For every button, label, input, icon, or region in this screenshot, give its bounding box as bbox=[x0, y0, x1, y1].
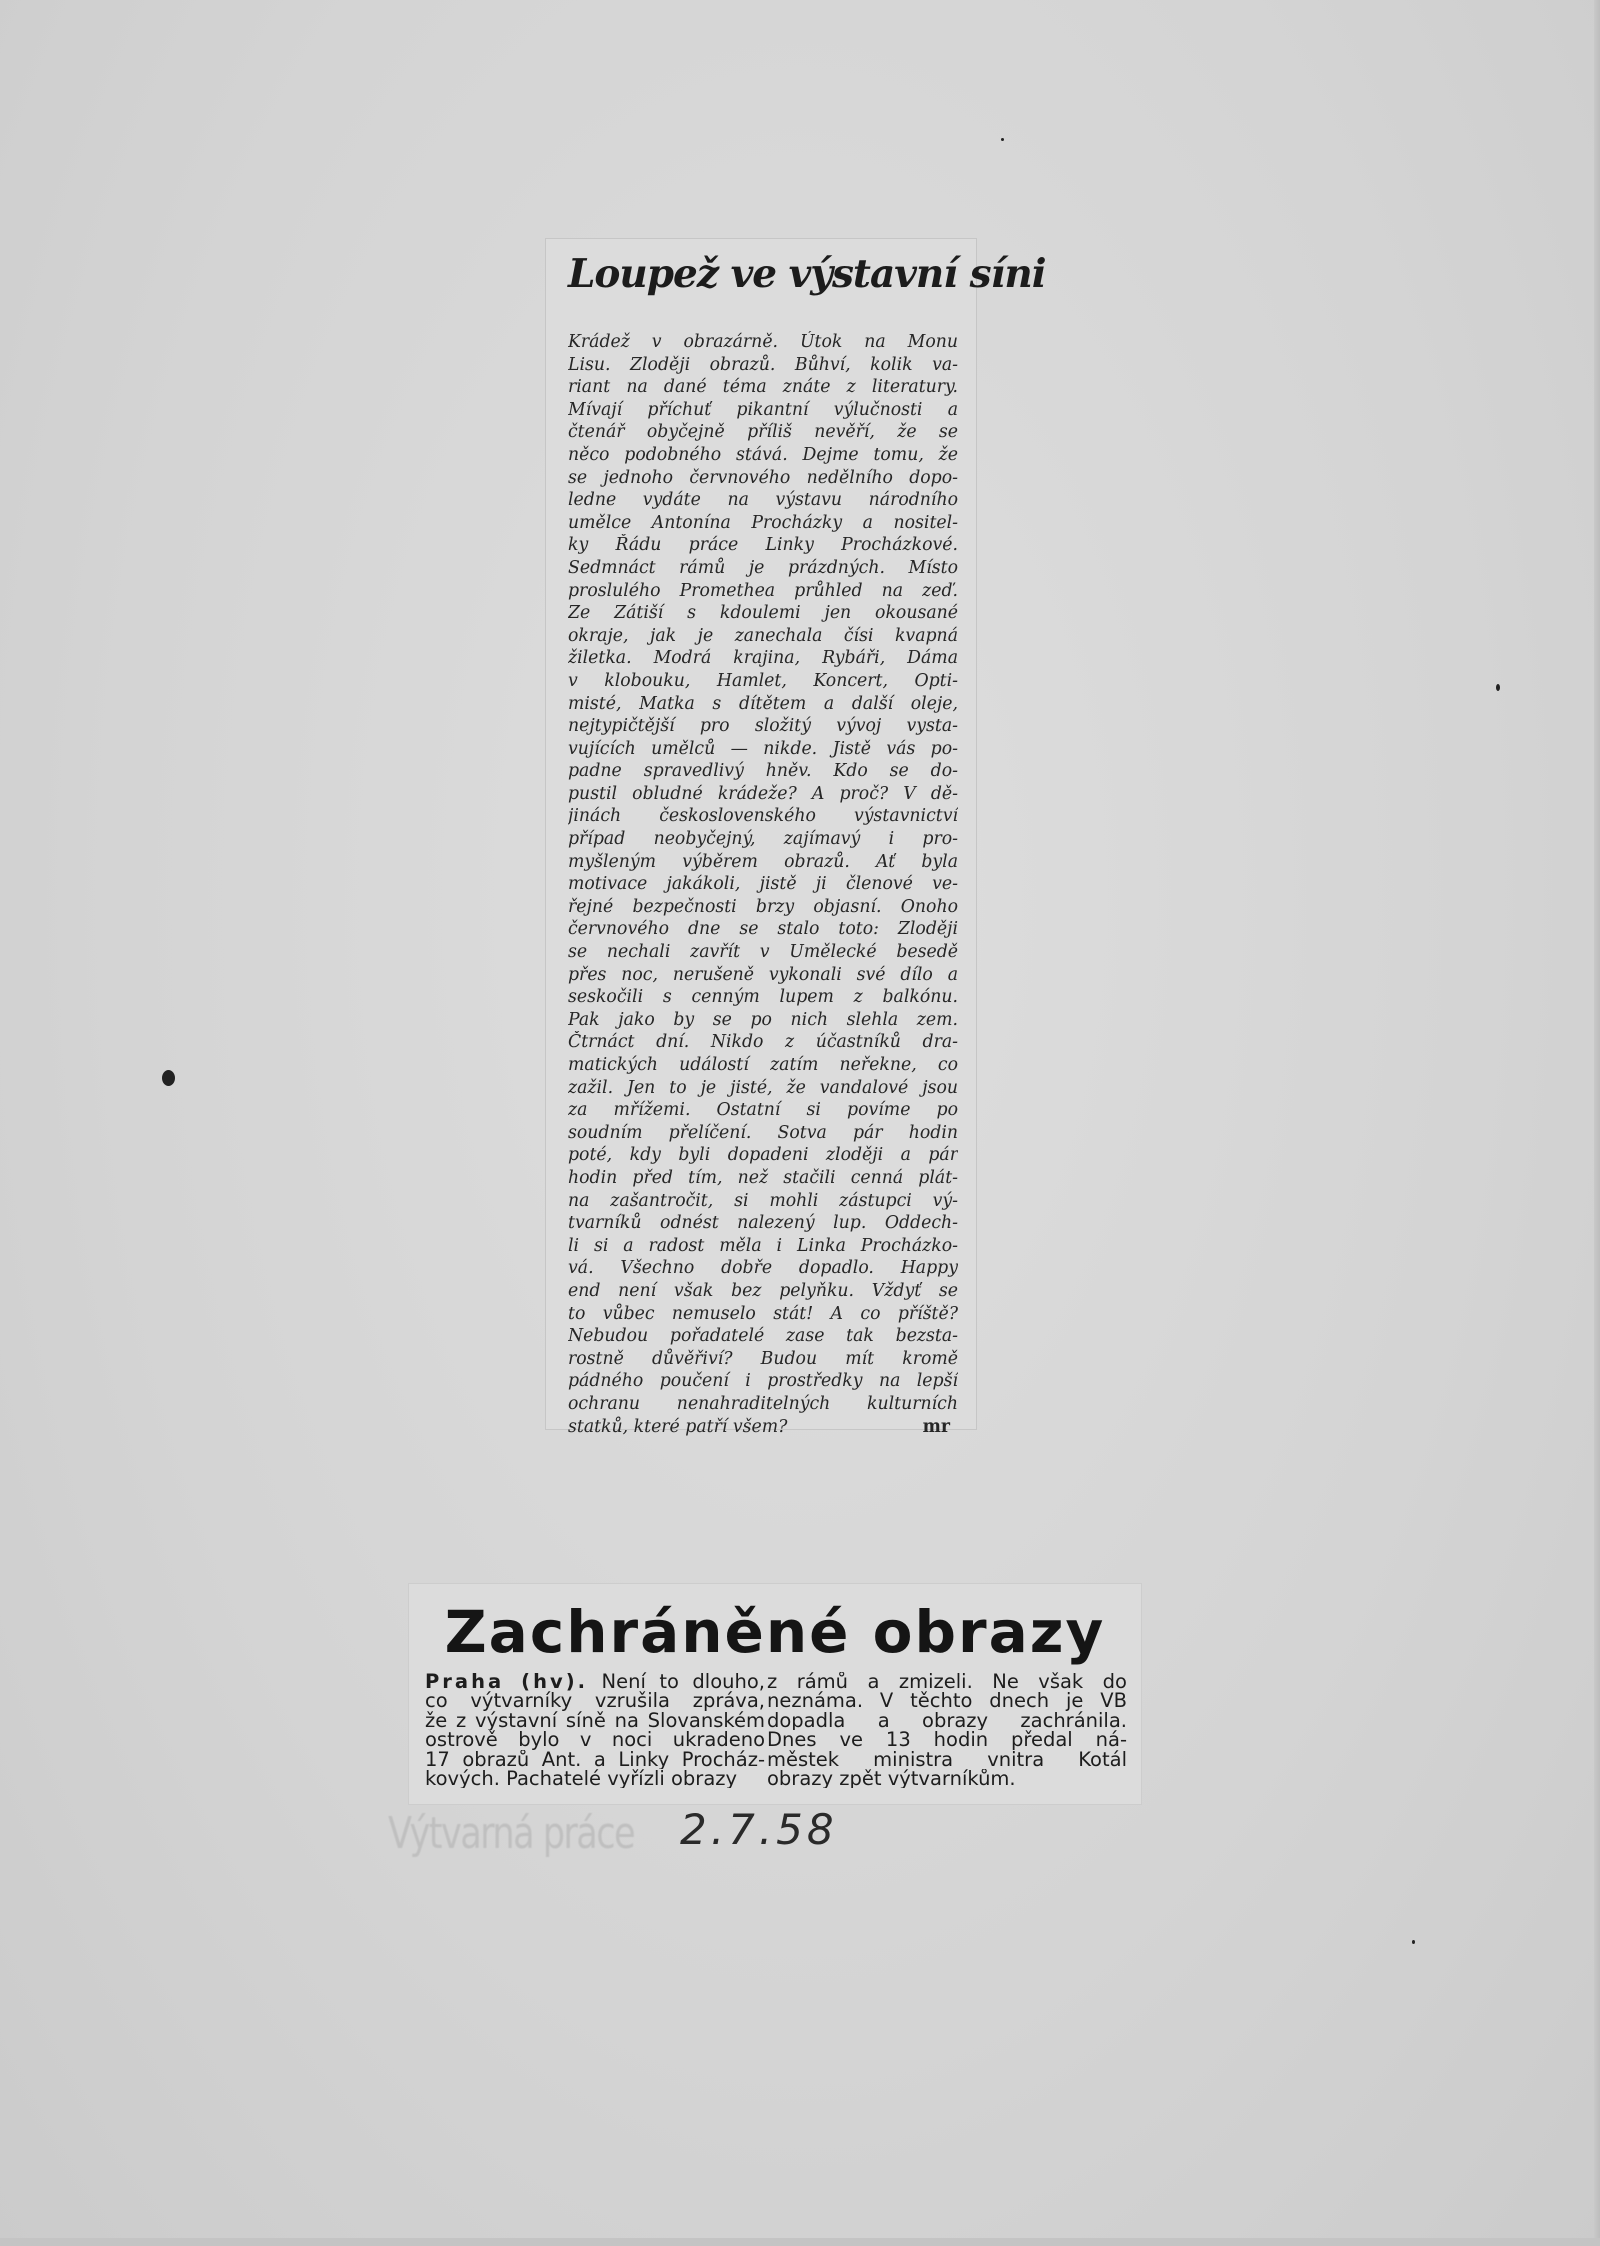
article2-columns bbox=[425, 1672, 1127, 1788]
article1-line: tvarníků odnést nalezený lup. Oddech- bbox=[568, 1213, 958, 1234]
article1-line: vá. Všechno dobře dopadlo. Happy bbox=[568, 1258, 958, 1279]
page-right-edge bbox=[1594, 0, 1600, 2246]
article1-line: se jednoho červnového nedělního dopo- bbox=[568, 467, 958, 488]
article1-line: Krádež v obrazárně. Útok na Monu bbox=[568, 332, 958, 352]
article1-last-line: statků, které patří všem? bbox=[568, 1416, 788, 1437]
article1-line: li si a radost měla i Linka Procházko- bbox=[568, 1235, 958, 1256]
page-bottom-edge bbox=[0, 2238, 1600, 2246]
article1-line: červnového dne se stalo toto: Zloději bbox=[568, 919, 958, 940]
article2-right-line: dopadla a obrazy zachránila. bbox=[767, 1710, 1127, 1731]
article1-title: Loupež ve výstavní síni bbox=[568, 251, 1046, 297]
ink-dot bbox=[1496, 684, 1500, 691]
article1-line: riant na dané téma znáte z literatury. bbox=[568, 377, 958, 398]
article1-line: myšleným výběrem obrazů. Ať byla bbox=[568, 851, 958, 872]
article1-line: seskočili s cenným lupem z balkónu. bbox=[568, 987, 958, 1008]
article2-first-line-rest: Není to dlouho, bbox=[588, 1672, 765, 1692]
article1-line: Mívají příchuť pikantní výlučnosti a bbox=[568, 399, 958, 420]
article1-line: matických událostí zatím neřekne, co bbox=[568, 1055, 958, 1075]
ink-dot bbox=[1001, 138, 1004, 141]
article1-line: v klobouku, Hamlet, Koncert, Opti- bbox=[568, 670, 958, 691]
article1-line: rostně důvěřiví? Budou mít kromě bbox=[568, 1348, 958, 1369]
article1-line: soudním přelíčení. Sotva pár hodin bbox=[568, 1122, 958, 1143]
article1-line: Sedmnáct rámů je prázdných. Místo bbox=[568, 557, 958, 578]
article2-left-column bbox=[425, 1672, 765, 1788]
article1-line: misté, Matka s dítětem a další oleje, bbox=[568, 693, 958, 714]
article1-line: žiletka. Modrá krajina, Rybáři, Dáma bbox=[568, 648, 958, 669]
article2-headline: Zachráněné obrazy bbox=[444, 1598, 1106, 1666]
article1-line: motivace jakákoli, jistě ji členové ve- bbox=[568, 874, 958, 895]
article1-line: vujících umělců — nikde. Jistě vás po- bbox=[568, 738, 958, 759]
article1-line: něco podobného stává. Dejme tomu, že bbox=[568, 444, 958, 465]
article2-right-line: Dnes ve 13 hodin předal ná- bbox=[767, 1730, 1127, 1750]
article1-line: end není však bez pelyňku. Vždyť se bbox=[568, 1280, 958, 1301]
article1-line: hodin před tím, než stačili cenná plát- bbox=[568, 1167, 958, 1188]
publication-stamp: Výtvarná práce bbox=[388, 1808, 635, 1859]
article1-line: přes noc, nerušeně vykonali své dílo a bbox=[568, 964, 958, 985]
article2-right-line: z rámů a zmizeli. Ne však do bbox=[767, 1672, 1127, 1692]
article1-line: Nebudou pořadatelé zase tak bezsta- bbox=[568, 1326, 958, 1347]
article1-line: za mřížemi. Ostatní si povíme po bbox=[568, 1100, 958, 1121]
article1-line: to vůbec nemuselo stát! A co příště? bbox=[568, 1303, 958, 1324]
newspaper-clipping-2 bbox=[408, 1583, 1142, 1805]
article1-line: okraje, jak je zanechala čísi kvapná bbox=[568, 625, 958, 646]
article2-left-line: ostrově bylo v noci ukradeno bbox=[425, 1730, 765, 1750]
article1-line: čtenář obyčejně příliš nevěří, že se bbox=[568, 422, 958, 443]
article2-left-line: co výtvarníky vzrušila zpráva, bbox=[425, 1691, 765, 1711]
article1-last-row bbox=[568, 1416, 958, 1439]
article1-body bbox=[568, 331, 958, 1416]
article2-right-line: neznáma. V těchto dnech je VB bbox=[767, 1691, 1127, 1711]
article1-line: umělce Antonína Procházky a nositel- bbox=[568, 512, 958, 533]
article1-line: ky Řádu práce Linky Procházkové. bbox=[568, 535, 958, 556]
article1-line: Lisu. Zloději obrazů. Bůhví, kolik va- bbox=[568, 354, 958, 375]
article1-line: padne spravedlivý hněv. Kdo se do- bbox=[568, 761, 958, 782]
article1-signature: mr bbox=[922, 1416, 950, 1437]
article1-line: nejtypičtější pro složitý vývoj vysta- bbox=[568, 716, 958, 737]
article1-line: Ze Zátiší s kdoulemi jen okousané bbox=[568, 603, 958, 624]
article2-left-line: 17 obrazů Ant. a Linky Procház- bbox=[425, 1749, 765, 1769]
article1-line: Pak jako by se po nich slehla zem. bbox=[568, 1009, 958, 1030]
article1-line: proslulého Promethea průhled na zeď. bbox=[568, 580, 958, 601]
article2-right-column bbox=[767, 1672, 1127, 1788]
article1-line: Čtrnáct dní. Nikdo z účastníků dra- bbox=[568, 1032, 958, 1053]
article1-line: ledne vydáte na výstavu národního bbox=[568, 490, 958, 511]
article2-right-line: městek ministra vnitra Kotál bbox=[767, 1749, 1127, 1769]
article1-line: zažil. Jen to je jisté, že vandalové jsou bbox=[568, 1077, 958, 1098]
article2-right-last-line: obrazy zpět výtvarníkům. bbox=[767, 1768, 1016, 1789]
ink-blot bbox=[162, 1070, 175, 1086]
article1-line: řejné bezpečnosti brzy objasní. Onoho bbox=[568, 896, 958, 917]
article1-line: poté, kdy byli dopadeni zloději a pár bbox=[568, 1145, 958, 1166]
article1-line: pádného poučení i prostředky na lepší bbox=[568, 1371, 958, 1392]
article2-first-line bbox=[425, 1672, 765, 1691]
article2-left-line: že z výstavní síně na Slovanském bbox=[425, 1710, 765, 1731]
article1-line: ochranu nenahraditelných kulturních bbox=[568, 1393, 958, 1414]
article1-line: pustil obludné krádeže? A proč? V dě- bbox=[568, 783, 958, 804]
article2-dateline: Praha (hv). bbox=[425, 1672, 589, 1692]
newspaper-clipping-1 bbox=[545, 238, 1046, 1437]
article1-line: případ neobyčejný, zajímavý i pro- bbox=[568, 829, 958, 850]
ink-dot bbox=[1412, 1940, 1415, 1944]
handwritten-date: 2.7.58 bbox=[680, 1805, 838, 1854]
article2-left-last-line: kových. Pachatelé vyřízli obrazy bbox=[425, 1768, 738, 1789]
article1-line: na zašantročit, si mohli zástupci vý- bbox=[568, 1190, 958, 1211]
article1-line: jinách československého výstavnictví bbox=[568, 806, 958, 827]
article1-line: se nechali zavřít v Umělecké besedě bbox=[568, 942, 958, 963]
